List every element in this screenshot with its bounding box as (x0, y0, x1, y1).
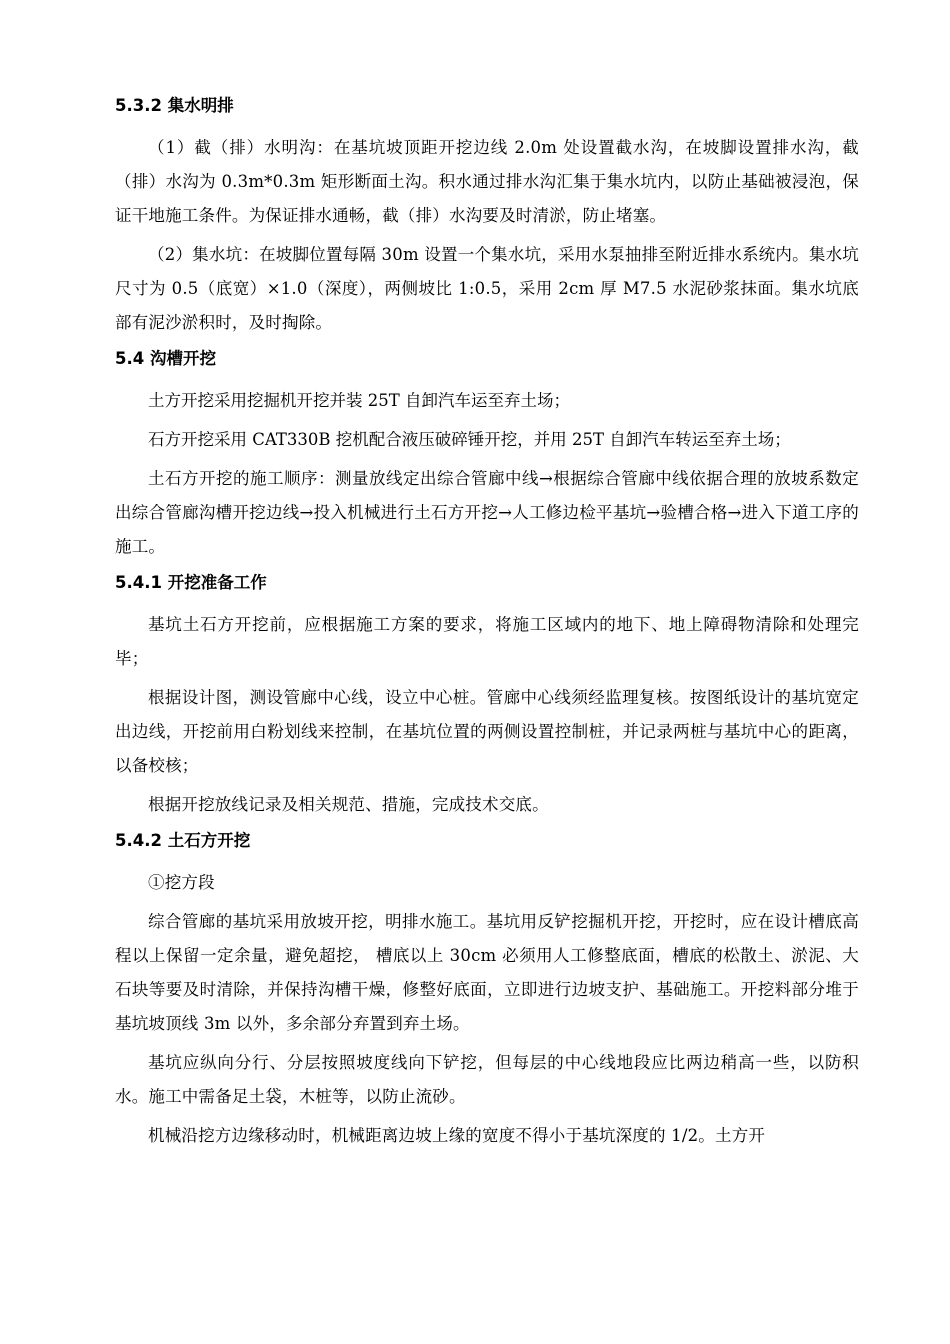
paragraph-earthwork-excavation: 土方开挖采用挖掘机开挖并装 25T 自卸汽车运至弃土场； (148, 391, 570, 410)
paragraph-sump-pit: （2）集水坑：在坡脚位置每隔 30m 设置一个集水坑，采用水泵抽排至附近排水系统内。集水坑尺寸为 0.5（底宽）×1.0（深度），两侧坡比 1:0.5，采用 2cm 厚 M7.5 水泥砂浆抹面。集水坑底部有泥沙淤积时，及时掏除。 (115, 245, 859, 332)
paragraph-obstacle-clearing: 基坑土石方开挖前，应根据施工方案的要求，将施工区域内的地下、地上障碍物清除和处理完毕； (115, 615, 859, 668)
paragraph-slope-excavation: 综合管廊的基坑采用放坡开挖，明排水施工。基坑用反铲挖掘机开挖，开挖时，应在设计槽底高程以上保留一定余量，避免超挖， 槽底以上 30cm 必须用人工修整底面，槽底的松散土、淤泥、大石块等要及时清除，并保持沟槽干燥，修整好底面，立即进行边坡支护、基础施工。开挖料部分堆于基坑坡顶线 3m 以外，多余部分弃置到弃土场。 (115, 912, 859, 1033)
document-body (115, 92, 859, 1158)
paragraph-machine-clearance: 机械沿挖方边缘移动时，机械距离边坡上缘的宽度不得小于基坑深度的 1/2。土方开 (148, 1126, 766, 1145)
paragraph-layered-excavation: 基坑应纵向分行、分层按照坡度线向下铲挖，但每层的中心线地段应比两边稍高一些，以防积水。施工中需备足土袋，木桩等，以防止流砂。 (115, 1053, 859, 1106)
paragraph-cut-section-label: ①挖方段 (148, 873, 215, 892)
section-heading-5-4-2: 5.4.2 土石方开挖 (115, 831, 251, 850)
section-heading-5-4-1: 5.4.1 开挖准备工作 (115, 573, 267, 592)
paragraph-center-line-survey: 根据设计图，测设管廊中心线，设立中心桩。管廊中心线须经监理复核。按图纸设计的基坑宽定出边线，开挖前用白粉划线来控制，在基坑位置的两侧设置控制桩，并记录两桩与基坑中心的距离，以备校核； (115, 688, 859, 775)
paragraph-technical-briefing: 根据开挖放线记录及相关规范、措施，完成技术交底。 (148, 795, 549, 814)
paragraph-intercept-ditch: （1）截（排）水明沟：在基坑坡顶距开挖边线 2.0m 处设置截水沟，在坡脚设置排水沟，截（排）水沟为 0.3m*0.3m 矩形断面土沟。积水通过排水沟汇集于集水坑内，以防止基础被浸泡，保证干地施工条件。为保证排水通畅，截（排）水沟要及时清淤，防止堵塞。 (115, 138, 859, 225)
section-heading-5-3-2: 5.3.2 集水明排 (115, 96, 234, 115)
paragraph-rock-excavation: 石方开挖采用 CAT330B 挖机配合液压破碎锤开挖，并用 25T 自卸汽车转运至弃土场； (148, 430, 791, 449)
paragraph-construction-sequence: 土石方开挖的施工顺序：测量放线定出综合管廊中线→根据综合管廊中线依据合理的放坡系数定出综合管廊沟槽开挖边线→投入机械进行土石方开挖→人工修边检平基坑→验槽合格→进入下道工序的施工。 (115, 469, 859, 556)
section-heading-5-4: 5.4 沟槽开挖 (115, 349, 216, 368)
